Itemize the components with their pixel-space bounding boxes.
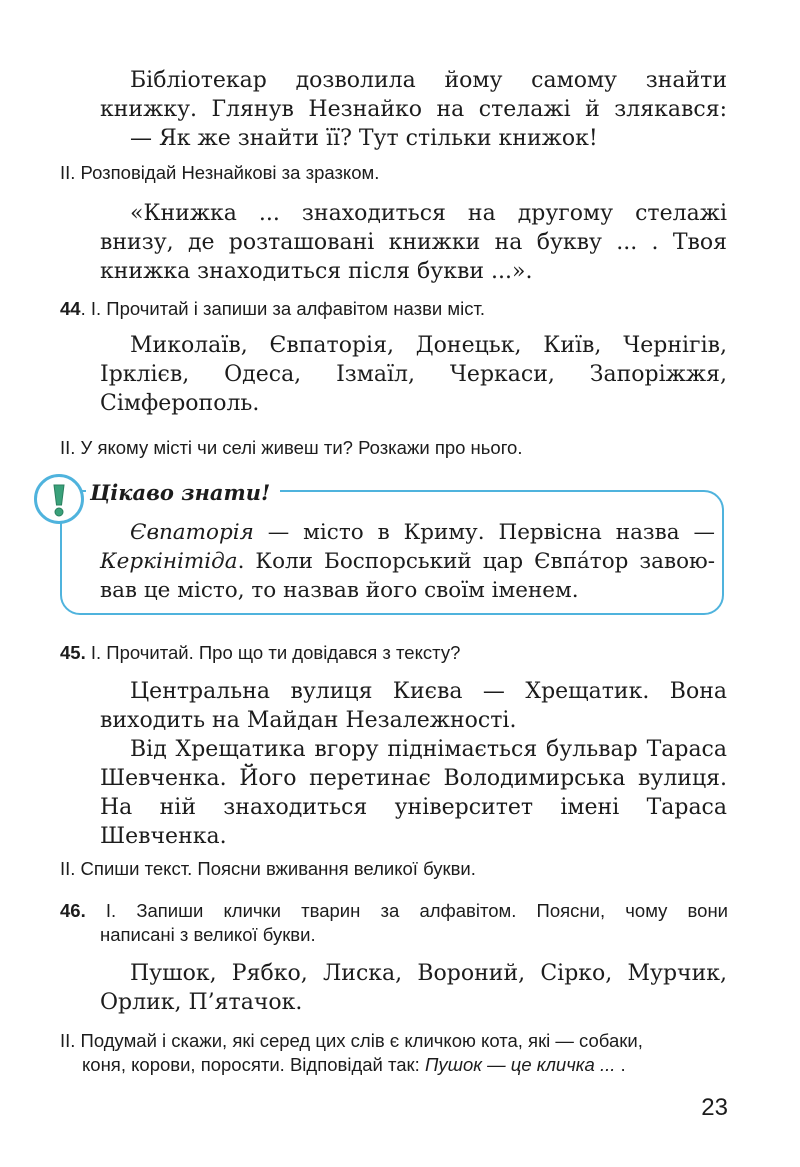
exercise-46-task-1-text-1: І. Запиши клички тварин за алфавітом. Поясни, чому вони [85,900,728,921]
task-43-part-2 [60,161,740,185]
info-box-title: Цікаво знати! [86,480,280,506]
page-number: 23 [701,1094,728,1121]
info-line-3: вав це місто, то назвав його своїм іменем. [100,578,579,603]
info-term-1: Євпаторія [130,520,254,545]
city-list [100,331,727,418]
task-43-part-2-text: II. Розповідай Незнайкові за зразком. [60,162,380,183]
info-term-2: Керкінітіда [100,549,238,574]
kyiv-text [100,677,727,851]
intro-line-1: Бібліотекар дозволила йому самому знайти [130,68,727,93]
info-line-2 [100,547,715,576]
exercise-46-task-1-line-2: написані з великої букви. [100,924,316,945]
info-text-1: — місто в Криму. Первісна назва — [253,520,715,545]
exercise-45-task-2 [60,857,740,881]
exercise-46-task-1 [60,899,728,947]
exclamation-icon [37,477,81,521]
info-line-1 [100,518,715,547]
exercise-44-task-1 [60,297,740,321]
exercise-46-task-2 [60,1029,740,1077]
intro-line-2: книжку. Глянув Незнайко на стелажі й злякався: [100,97,727,122]
animal-names-text: Пушок, Рябко, Лиска, Вороний, Сірко, Мурчик, Орлик, П’ятачок. [100,961,727,1015]
intro-passage [100,66,727,153]
info-text-2: . Коли Боспорський цар Євпа́тор завою- [237,549,715,574]
sample-text [100,199,727,286]
animal-names [100,959,727,1017]
intro-line-3: — Як же знайти її? Тут стільки книжок! [130,126,598,151]
kyiv-paragraph-1: Центральна вулиця Києва — Хрещатик. Вона виходить на Майдан Незалежності. [100,679,727,733]
exercise-46-task-2-text: коня, корови, поросяти. Відповідай так: [82,1054,425,1075]
exercise-45-task-1 [60,641,740,665]
exercise-46-task-2-line-1: II. Подумай і скажи, які серед цих слів є кличкою кота, які — собаки, [60,1030,643,1051]
exercise-46-task-2-end: . [615,1054,626,1075]
exercise-46-task-1-line-1 [60,899,728,923]
info-badge [34,474,84,524]
exercise-44-task-1-text: . І. Прочитай і запиши за алфавітом назви міст. [80,298,486,319]
exercise-44-task-2-text: II. У якому місті чи селі живеш ти? Розкажи про нього. [60,437,523,458]
kyiv-paragraph-2: Від Хрещатика вгору піднімається бульвар Тараса Шевченка. Його перетинає Володимирська вулиця. На ній знаходиться університет імені Тараса Шевченка. [100,737,727,849]
exercise-45-task-2-text: II. Спиши текст. Поясни вживання великої букви. [60,858,476,879]
exercise-45-number: 45. [60,642,86,663]
city-list-text: Миколаїв, Євпаторія, Донецьк, Київ, Чернігів, Ірклієв, Одеса, Ізмаїл, Черкаси, Запоріжжя, Сімферополь. [100,333,727,416]
exercise-46-task-2-line-2 [60,1053,740,1077]
sample-paragraph: «Книжка ... знаходиться на другому стелажі внизу, де розташовані книжки на букву ... . Твоя книжка знаходиться після букви ...». [100,201,727,284]
exercise-46-number: 46. [60,900,86,921]
exercise-46-task-2-example: Пушок — це кличка ... [424,1054,616,1075]
exercise-44-number: 44 [60,298,81,319]
info-box-text [100,518,715,605]
exercise-44-task-2 [60,436,740,460]
exercise-45-task-1-text: І. Прочитай. Про що ти довідався з тексту? [85,642,461,663]
